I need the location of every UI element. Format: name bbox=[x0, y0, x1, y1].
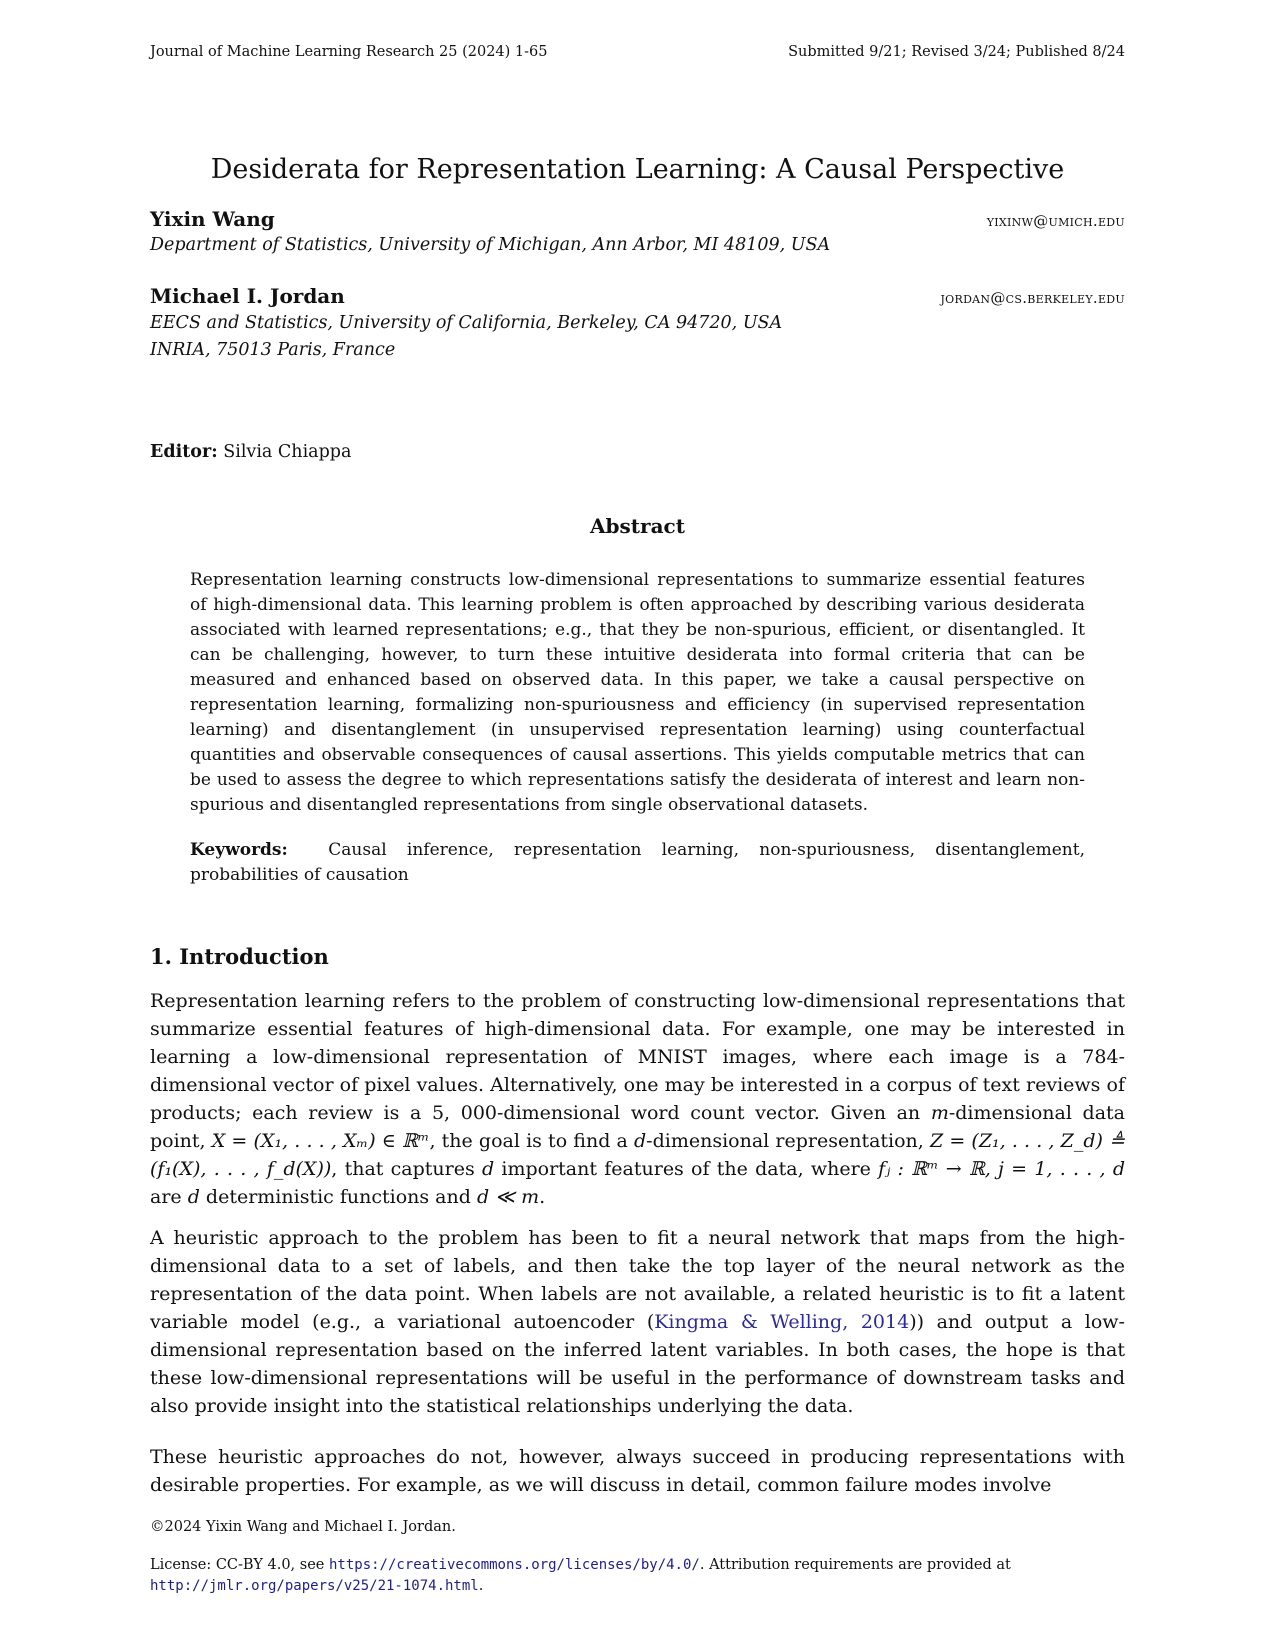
section-heading: 1. Introduction bbox=[150, 944, 329, 969]
math-fj: fⱼ : ℝᵐ → ℝ, j = 1, . . . , d bbox=[878, 1158, 1125, 1180]
author-name-2: Michael I. Jordan bbox=[150, 284, 345, 308]
license-url-link[interactable]: https://creativecommons.org/licenses/by/4.0/ bbox=[328, 1557, 700, 1573]
author-name-1: Yixin Wang bbox=[150, 207, 275, 231]
math-x-vector: X = (X₁, . . . , Xₘ) ∈ ℝᵐ bbox=[211, 1130, 430, 1152]
keywords-label: Keywords: bbox=[190, 840, 288, 860]
submission-dates: Submitted 9/21; Revised 3/24; Published 8/24 bbox=[788, 44, 1125, 60]
paper-url-link[interactable]: http://jmlr.org/papers/v25/21-1074.html bbox=[150, 1578, 479, 1594]
intro-paragraph-3: These heuristic approaches do not, however, always succeed in producing representations with desirable properties. For example, as we will discuss in detail, common failure modes involve bbox=[150, 1446, 1125, 1496]
author-affiliation-2a: EECS and Statistics, University of California, Berkeley, CA 94720, USA bbox=[150, 313, 783, 333]
abstract-text: Representation learning constructs low-dimensional representations to summarize essential features of high-dimensional data. This learning problem is often approached by describing various desiderata associated with learned representations; e.g., that they be non-spurious, efficient, or disentangled. It can be challenging, however, to turn these intuitive desiderata into formal criteria that can be measured and enhanced based on observed data. In this paper, we take a causal perspective on representation learning, formalizing non-spuriousness and efficiency (in supervised representation learning) and disentanglement (in unsupervised representation learning) using counterfactual quantities and observable consequences of causal assertions. This yields computable metrics that can be used to assess the degree to which representations satisfy the desiderata of interest and learn non-spurious and disentangled representations from single observational datasets. bbox=[190, 570, 1085, 815]
math-z-vector: Z = (Z₁, . . . , Z_d) ≜ (f₁(X), . . . , f_d(X)) bbox=[150, 1130, 1125, 1180]
citation-link[interactable]: Kingma & Welling, 2014 bbox=[654, 1311, 910, 1333]
editor-name: Silvia Chiappa bbox=[223, 442, 352, 462]
author-affiliation-2b: INRIA, 75013 Paris, France bbox=[150, 340, 396, 360]
author-email-1[interactable]: yixinw@umich.edu bbox=[986, 212, 1125, 230]
author-affiliation-1: Department of Statistics, University of Michigan, Ann Arbor, MI 48109, USA bbox=[150, 235, 831, 255]
keywords bbox=[190, 838, 1085, 888]
abstract-heading: Abstract bbox=[590, 514, 685, 538]
paper-title: Desiderata for Representation Learning: A Causal Perspective bbox=[210, 154, 1065, 185]
editor-label: Editor: bbox=[150, 442, 218, 462]
license-notice: License: CC-BY 4.0, see https://creativecommons.org/licenses/by/4.0/. Attribution requirements are provided at http://jmlr.org/papers/v25/21-1074.html. bbox=[150, 1557, 1011, 1594]
copyright-notice: ©2024 Yixin Wang and Michael I. Jordan. bbox=[150, 1519, 456, 1535]
editor-line bbox=[150, 442, 351, 462]
keywords-text: Causal inference, representation learning, non-spuriousness, disentanglement, probabilities of causation bbox=[190, 840, 1085, 885]
journal-header: Journal of Machine Learning Research 25 (2024) 1-65 bbox=[150, 44, 548, 60]
author-email-2[interactable]: jordan@cs.berkeley.edu bbox=[940, 289, 1125, 307]
intro-paragraph-1: Representation learning refers to the problem of constructing low-dimensional representations that summarize essential features of high-dimensional data. For example, one may be interested in learning a low-dimensional representation of MNIST images, where each image is a 784-dimensional vector of pixel values. Alternatively, one may be interested in a corpus of text reviews of products; each review is a 5, 000-dimensional word count vector. Given an m-dimensional data point, X = (X₁, . . . , Xₘ) ∈ ℝᵐ, the goal is to find a d-dimensional representation, Z = (Z₁, . . . , Z_d) ≜ (f₁(X), . . . , f_d(X)), that captures d important features of the data, where fⱼ : ℝᵐ → ℝ, j = 1, . . . , d are d deterministic functions and d ≪ m. bbox=[150, 990, 1126, 1208]
intro-paragraph-2: A heuristic approach to the problem has been to fit a neural network that maps from the high-dimensional data to a set of labels, and then take the top layer of the neural network as the representation of the data point. When labels are not available, a related heuristic is to fit a latent variable model (e.g., a variational autoencoder (Kingma & Welling, 2014)) and output a low-dimensional representation based on the inferred latent variables. In both cases, the hope is that these low-dimensional representations will be useful in the performance of downstream tasks and also provide insight into the statistical relationships underlying the data. bbox=[150, 1227, 1125, 1417]
